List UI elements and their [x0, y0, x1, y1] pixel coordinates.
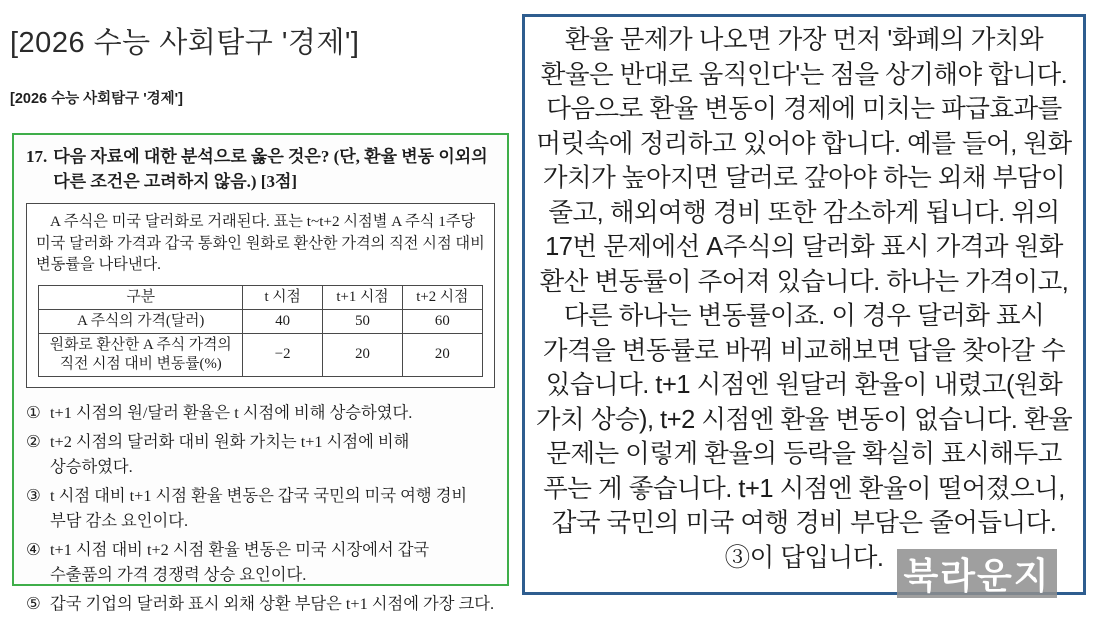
row-label-change: 원화로 환산한 A 주식 가격의 직전 시점 대비 변동률(%) — [39, 333, 243, 376]
passage-box — [26, 203, 495, 388]
option-1 — [26, 401, 495, 426]
option-3 — [26, 484, 495, 533]
table-header-t: t 시점 — [243, 285, 323, 309]
table-header-t1: t+1 시점 — [323, 285, 403, 309]
question-stem — [26, 145, 495, 194]
row-label-price: A 주식의 가격(달러) — [39, 309, 243, 333]
question-box — [12, 133, 509, 613]
option-4-marker: ④ — [26, 540, 41, 559]
option-5-text: 갑국 기업의 달러화 표시 외채 상환 부담은 t+1 시점에 가장 크다. — [50, 594, 495, 613]
table-header-category: 구분 — [39, 285, 243, 309]
option-4-text: t+1 시점 대비 t+2 시점 환율 변동은 미국 시장에서 갑국 수출품의 가격 경쟁력 상승 요인이다. — [50, 540, 430, 584]
option-2-text: t+2 시점의 달러화 대비 원화 가치는 t+1 시점에 비해 상승하였다. — [50, 432, 410, 476]
cell-price-t: 40 — [243, 309, 323, 333]
question-stem-text: 다음 자료에 대한 분석으로 옳은 것은? (단, 환율 변동 이외의 다른 조건은 고려하지 않음.) [3점] — [53, 147, 488, 191]
cell-change-t: −2 — [243, 333, 323, 376]
option-2 — [26, 430, 495, 479]
table-header-row — [39, 285, 483, 309]
page-subtitle: [2026 수능 사회탐구 '경제'] — [10, 91, 183, 107]
cell-price-t1: 50 — [323, 309, 403, 333]
page-title: [2026 수능 사회탐구 '경제'] — [10, 27, 360, 59]
option-5 — [26, 592, 495, 617]
price-table — [38, 285, 483, 377]
table-row — [39, 333, 483, 376]
watermark: 북라운지 — [897, 549, 1057, 598]
commentary-panel — [522, 14, 1086, 595]
commentary-text: 환율 문제가 나오면 가장 먼저 '화폐의 가치와 환율은 반대로 움직인다'는 점을 상기해야 합니다. 다음으로 환율 변동이 경제에 미치는 파급효과를 머릿속에 정리하고 있어야 합니다. 예를 들어, 원화 가치가 높아지면 달러로 갚아야 하는 외채 부담이 줄고, 해외여행 경비 또한 감소하게 됩니다. 위의 17번 문제에선 A주식의 달러화 표시 가격과 원화 환산 변동률이 주어져 있습니다. 하나는 가격이고, 다른 하나는 변동률이죠. 이 경우 달러화 표시 가격을 변동률로 바꿔 비교해보면 답을 찾아갈 수 있습니다. t+1 시점엔 원달러 환율이 내렸고(원화 가치 상승), t+2 시점엔 환율 변동이 없습니다. 환율 문제는 이렇게 환율의 등락을 확실히 표시해두고 푸는 게 좋습니다. t+1 시점엔 환율이 떨어졌으니, 갑국 국민의 미국 여행 경비 부담은 줄어듭니다. ③이 답입니다. — [535, 26, 1073, 572]
table-header-t2: t+2 시점 — [402, 285, 482, 309]
option-1-text: t+1 시점의 원/달러 환율은 t 시점에 비해 상승하였다. — [50, 402, 413, 422]
option-3-marker: ③ — [26, 486, 41, 505]
cell-change-t2: 20 — [402, 333, 482, 376]
passage-text: A 주식은 미국 달러화로 거래된다. 표는 t~t+2 시점별 A 주식 1주당 미국 달러화 가격과 갑국 통화인 원화로 환산한 가격의 직전 시점 대비 변동률을 나타낸다. — [36, 213, 485, 273]
cell-change-t1: 20 — [323, 333, 403, 376]
question-number: 17. — [26, 147, 48, 166]
cell-price-t2: 60 — [402, 309, 482, 333]
option-5-marker: ⑤ — [26, 594, 41, 613]
option-2-marker: ② — [26, 432, 41, 451]
option-1-marker: ① — [26, 402, 41, 422]
option-3-text: t 시점 대비 t+1 시점 환율 변동은 갑국 국민의 미국 여행 경비 부담 감소 요인이다. — [50, 486, 468, 530]
option-4 — [26, 538, 495, 587]
options-list — [26, 401, 495, 617]
table-row — [39, 309, 483, 333]
